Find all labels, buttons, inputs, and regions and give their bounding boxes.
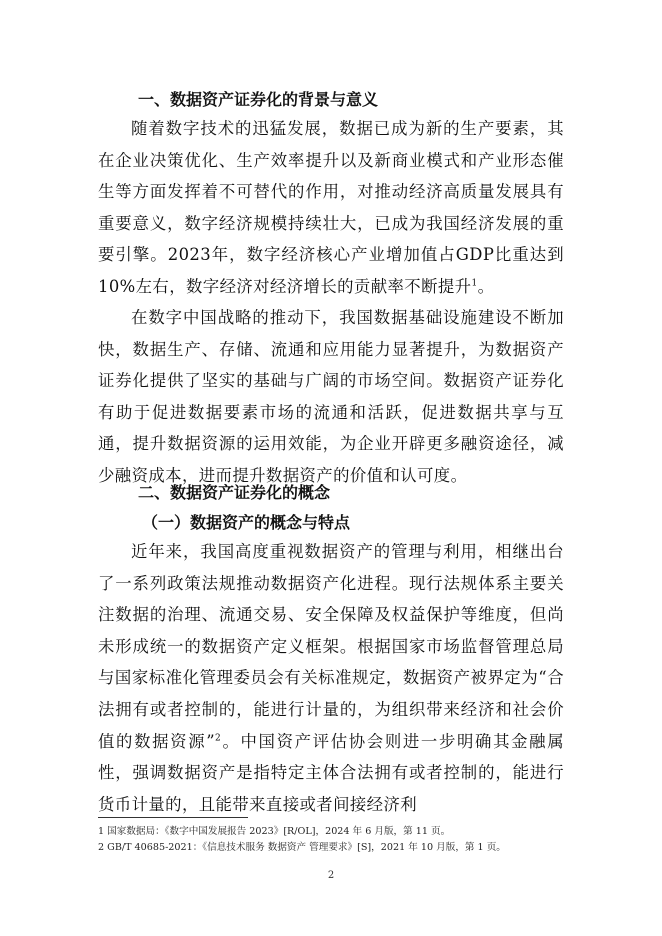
section-heading-2: 二、数据资产证券化的概念 [138, 483, 331, 502]
page-number: 2 [327, 870, 335, 881]
paragraph-background [98, 113, 564, 303]
footnote-1: 1 国家数据局：《数字中国发展报告 2023》[R/OL]，2024 年 6 月版，第 11 页。 [98, 826, 451, 837]
footnote-2: 2 GB/T 40685-2021：《信息技术服务 数据资产 管理要求》[S]，2021 年 10 月版，第 1 页。 [98, 842, 506, 853]
footnote-ref-2[interactable]: 2 [215, 733, 222, 744]
paragraph-background-text: 随着数字技术的迅猛发展，数据已成为新的生产要素，其在企业决策优化、生产效率提升以及新商业模式和产业形态催生等方面发挥着不可替代的作用，对推动经济高质量发展具有重要意义，数字经济规模持续壮大，已成为我国经济发展的重要引擎。2023年，数字经济核心产业增加值占GDP比重达到10%左右，数字经济对经济增长的贡献率不断提升 [98, 119, 564, 296]
paragraph-data-asset-definition [98, 536, 564, 820]
paragraph-definition-text-b: 。中国资产评估协会则进一步明确其金融属性，强调数据资产是指特定主体合法拥有或者控制的，能进行货币计量的，且能带来直接或者间接经济利 [98, 731, 564, 814]
footnote-ref-1[interactable]: 1 [471, 278, 478, 289]
paragraph-infrastructure: 在数字中国战略的推动下，我国数据基础设施建设不断加快，数据生产、存储、流通和应用能力显著提升，为数据资产证券化提供了坚实的基础与广阔的市场空间。数据资产证券化有助于促进数据要素市场的流通和活跃，促进数据共享与互通，提升数据资源的运用效能，为企业开辟更多融资途径，减少融资成本，进而提升数据资产的价值和认可度。 [98, 308, 564, 485]
paragraph-background-end: 。 [477, 276, 495, 296]
footnote-separator [98, 817, 248, 818]
subsection-heading-2-1: （一）数据资产的概念与特点 [142, 513, 351, 532]
section-heading-1: 一、数据资产证券化的背景与意义 [138, 90, 379, 109]
paragraph-definition-text-a: 近年来，我国高度重视数据资产的管理与利用，相继出台了一系列政策法规推动数据资产化进程。现行法规体系主要关注数据的治理、流通交易、安全保障及权益保护等维度，但尚未形成统一的数据资产定义框架。根据国家市场监督管理总局与国家标准化管理委员会有关标准规定，数据资产被界定为“合法拥有或者控制的，能进行计量的，为组织带来经济和社会价值的数据资源” [98, 542, 564, 751]
